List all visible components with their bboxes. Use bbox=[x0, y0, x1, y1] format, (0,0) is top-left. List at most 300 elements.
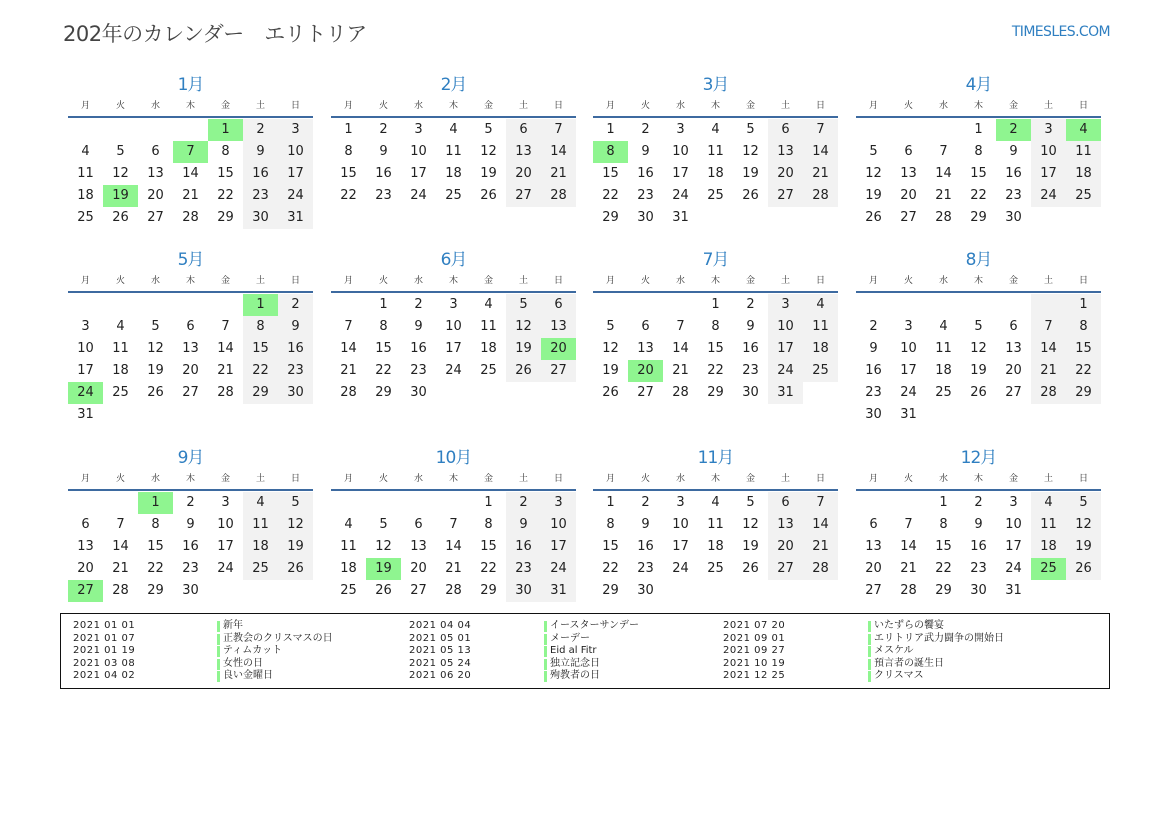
weekday-label: 木 bbox=[710, 101, 720, 111]
day-cell: 25 bbox=[707, 188, 724, 203]
holiday-date: 2021 05 13 bbox=[409, 645, 472, 657]
day-cell: 22 bbox=[1066, 360, 1101, 382]
weekday-label: 金 bbox=[1008, 276, 1018, 286]
day-cell: 24 bbox=[1005, 561, 1022, 576]
weekday-label: 火 bbox=[903, 101, 913, 111]
weekday-label: 火 bbox=[640, 474, 650, 484]
day-cell: 30 bbox=[865, 407, 882, 422]
empty-cell bbox=[138, 294, 173, 316]
empty-cell bbox=[891, 492, 926, 514]
empty-cell bbox=[68, 294, 103, 316]
day-cell: 2 bbox=[278, 294, 313, 316]
day-cell: 17 bbox=[672, 539, 689, 554]
weekday-label: 木 bbox=[448, 101, 458, 111]
day-cell: 30 bbox=[637, 583, 654, 598]
page-title: 202年のカレンダー エリトリア bbox=[63, 22, 367, 46]
day-cell: 31 bbox=[278, 207, 313, 229]
day-cell: 9 bbox=[869, 341, 878, 356]
day-cell: 25 bbox=[935, 385, 952, 400]
day-cell: 6 bbox=[414, 517, 423, 532]
day-cell: 24 bbox=[672, 188, 689, 203]
day-cell: 21 bbox=[900, 561, 917, 576]
weekday-label: 土 bbox=[780, 101, 790, 111]
day-cell: 27 bbox=[768, 185, 803, 207]
weekday-label: 月 bbox=[80, 276, 90, 286]
weekday-label: 日 bbox=[553, 276, 563, 286]
empty-cell bbox=[996, 294, 1031, 316]
day-cell: 11 bbox=[77, 166, 94, 181]
day-cell: 7 bbox=[1031, 316, 1066, 338]
holiday-date: 2021 04 02 bbox=[73, 670, 136, 682]
holiday-date: 2021 05 01 bbox=[409, 632, 472, 644]
weekday-label: 土 bbox=[518, 276, 528, 286]
day-cell: 4 bbox=[484, 297, 493, 312]
empty-cell bbox=[1066, 404, 1101, 426]
day-grid bbox=[68, 492, 313, 602]
holiday-name: いたずらの饗宴 bbox=[868, 620, 944, 633]
day-cell: 9 bbox=[974, 517, 983, 532]
day-cell: 7 bbox=[116, 517, 125, 532]
weekday-label: 木 bbox=[973, 474, 983, 484]
month-block bbox=[593, 447, 838, 602]
day-cell: 3 bbox=[768, 294, 803, 316]
site-link[interactable]: TIMESLES.COM bbox=[1011, 24, 1110, 40]
header-rule bbox=[593, 489, 838, 491]
holiday-day-cell: 19 bbox=[366, 558, 401, 580]
day-grid bbox=[331, 119, 576, 207]
weekday-label: 金 bbox=[483, 101, 493, 111]
month-title: 2月 bbox=[440, 75, 467, 95]
holiday-day-cell: 20 bbox=[628, 360, 663, 382]
day-cell: 2 bbox=[379, 122, 388, 137]
day-cell: 2 bbox=[186, 495, 195, 510]
day-cell: 12 bbox=[278, 514, 313, 536]
day-cell: 9 bbox=[278, 316, 313, 338]
empty-cell bbox=[996, 404, 1031, 426]
day-cell: 4 bbox=[344, 517, 353, 532]
weekday-label: 日 bbox=[290, 101, 300, 111]
day-cell: 11 bbox=[707, 517, 724, 532]
day-cell: 12 bbox=[112, 166, 129, 181]
day-cell: 13 bbox=[865, 539, 882, 554]
weekday-label: 水 bbox=[413, 276, 423, 286]
empty-cell bbox=[698, 207, 733, 229]
day-cell: 25 bbox=[445, 188, 462, 203]
day-grid bbox=[593, 492, 838, 602]
day-grid bbox=[856, 492, 1101, 602]
day-cell: 2 bbox=[641, 495, 650, 510]
empty-cell bbox=[173, 294, 208, 316]
day-cell: 18 bbox=[707, 539, 724, 554]
weekday-label: 水 bbox=[938, 276, 948, 286]
empty-cell bbox=[733, 207, 768, 229]
weekday-label: 金 bbox=[1008, 474, 1018, 484]
day-cell: 17 bbox=[217, 539, 234, 554]
weekday-label: 木 bbox=[448, 276, 458, 286]
day-cell: 20 bbox=[77, 561, 94, 576]
weekday-label: 火 bbox=[903, 474, 913, 484]
day-cell: 25 bbox=[1066, 185, 1101, 207]
weekday-header bbox=[331, 99, 576, 113]
weekday-header bbox=[331, 472, 576, 486]
empty-cell bbox=[331, 294, 366, 316]
day-cell: 27 bbox=[506, 185, 541, 207]
day-cell: 21 bbox=[803, 163, 838, 185]
day-cell: 5 bbox=[278, 492, 313, 514]
holiday-date: 2021 12 25 bbox=[723, 670, 786, 682]
day-cell: 5 bbox=[484, 122, 493, 137]
empty-cell bbox=[961, 294, 996, 316]
day-cell: 23 bbox=[506, 558, 541, 580]
weekday-label: 水 bbox=[413, 474, 423, 484]
day-grid bbox=[856, 119, 1101, 229]
day-cell: 19 bbox=[742, 166, 759, 181]
day-cell: 21 bbox=[541, 163, 576, 185]
day-cell: 17 bbox=[900, 363, 917, 378]
day-cell: 26 bbox=[742, 561, 759, 576]
day-cell: 22 bbox=[707, 363, 724, 378]
day-cell: 10 bbox=[217, 517, 234, 532]
weekday-label: 水 bbox=[150, 276, 160, 286]
header-rule bbox=[331, 291, 576, 293]
weekday-label: 木 bbox=[973, 276, 983, 286]
day-cell: 15 bbox=[480, 539, 497, 554]
empty-cell bbox=[891, 119, 926, 141]
month-title: 12月 bbox=[960, 448, 997, 468]
weekday-label: 日 bbox=[815, 474, 825, 484]
day-cell: 28 bbox=[803, 185, 838, 207]
day-grid bbox=[68, 294, 313, 426]
holiday-name: 女性の日 bbox=[217, 658, 263, 671]
day-cell: 15 bbox=[935, 539, 952, 554]
empty-cell bbox=[243, 580, 278, 602]
weekday-label: 水 bbox=[150, 474, 160, 484]
day-cell: 24 bbox=[768, 360, 803, 382]
empty-cell bbox=[663, 294, 698, 316]
day-cell: 23 bbox=[1005, 188, 1022, 203]
day-cell: 28 bbox=[900, 583, 917, 598]
weekday-label: 月 bbox=[80, 474, 90, 484]
weekday-header bbox=[593, 274, 838, 288]
day-cell: 3 bbox=[1031, 119, 1066, 141]
day-cell: 23 bbox=[182, 561, 199, 576]
empty-cell bbox=[926, 119, 961, 141]
day-cell: 3 bbox=[1009, 495, 1018, 510]
holiday-name: エリトリア武力闘争の開始日 bbox=[868, 633, 1004, 646]
empty-cell bbox=[1031, 294, 1066, 316]
day-cell: 27 bbox=[637, 385, 654, 400]
empty-cell bbox=[768, 580, 803, 602]
day-cell: 18 bbox=[707, 166, 724, 181]
day-cell: 26 bbox=[375, 583, 392, 598]
day-cell: 10 bbox=[900, 341, 917, 356]
day-cell: 10 bbox=[278, 141, 313, 163]
empty-cell bbox=[366, 492, 401, 514]
day-cell: 9 bbox=[746, 319, 755, 334]
day-cell: 20 bbox=[768, 163, 803, 185]
empty-cell bbox=[541, 382, 576, 404]
day-cell: 25 bbox=[243, 558, 278, 580]
day-cell: 18 bbox=[1066, 163, 1101, 185]
day-cell: 29 bbox=[480, 583, 497, 598]
holiday-day-cell: 20 bbox=[541, 338, 576, 360]
day-cell: 13 bbox=[637, 341, 654, 356]
day-cell: 10 bbox=[1031, 141, 1066, 163]
day-cell: 17 bbox=[768, 338, 803, 360]
day-cell: 14 bbox=[672, 341, 689, 356]
weekday-label: 日 bbox=[1078, 474, 1088, 484]
day-cell: 4 bbox=[939, 319, 948, 334]
day-cell: 12 bbox=[480, 144, 497, 159]
month-title: 11月 bbox=[697, 448, 734, 468]
day-cell: 20 bbox=[900, 188, 917, 203]
weekday-label: 金 bbox=[483, 474, 493, 484]
day-cell: 22 bbox=[935, 561, 952, 576]
day-cell: 14 bbox=[112, 539, 129, 554]
day-cell: 26 bbox=[480, 188, 497, 203]
day-cell: 20 bbox=[182, 363, 199, 378]
day-cell: 5 bbox=[379, 517, 388, 532]
day-cell: 1 bbox=[939, 495, 948, 510]
holiday-day-cell: 19 bbox=[103, 185, 138, 207]
day-cell: 3 bbox=[81, 319, 90, 334]
day-cell: 29 bbox=[707, 385, 724, 400]
holiday-name: 預言者の誕生日 bbox=[868, 658, 944, 671]
day-cell: 27 bbox=[410, 583, 427, 598]
day-cell: 16 bbox=[243, 163, 278, 185]
weekday-label: 火 bbox=[378, 276, 388, 286]
day-cell: 14 bbox=[1031, 338, 1066, 360]
empty-cell bbox=[243, 404, 278, 426]
day-cell: 2 bbox=[746, 297, 755, 312]
weekday-label: 日 bbox=[553, 474, 563, 484]
day-cell: 26 bbox=[742, 188, 759, 203]
day-cell: 10 bbox=[768, 316, 803, 338]
day-grid bbox=[331, 294, 576, 404]
holiday-day-cell: 1 bbox=[243, 294, 278, 316]
day-cell: 13 bbox=[77, 539, 94, 554]
holiday-name: クリスマス bbox=[868, 670, 924, 683]
weekday-header bbox=[856, 99, 1101, 113]
empty-cell bbox=[173, 119, 208, 141]
day-cell: 25 bbox=[112, 385, 129, 400]
weekday-label: 水 bbox=[150, 101, 160, 111]
empty-cell bbox=[278, 404, 313, 426]
day-cell: 22 bbox=[480, 561, 497, 576]
day-cell: 4 bbox=[711, 122, 720, 137]
month-block bbox=[68, 249, 313, 426]
weekday-label: 月 bbox=[343, 101, 353, 111]
day-cell: 31 bbox=[900, 407, 917, 422]
day-cell: 26 bbox=[970, 385, 987, 400]
day-cell: 30 bbox=[278, 382, 313, 404]
weekday-label: 火 bbox=[115, 276, 125, 286]
day-cell: 4 bbox=[1031, 492, 1066, 514]
day-cell: 28 bbox=[445, 583, 462, 598]
day-cell: 3 bbox=[541, 492, 576, 514]
day-cell: 5 bbox=[151, 319, 160, 334]
day-cell: 17 bbox=[1005, 539, 1022, 554]
day-cell: 5 bbox=[869, 144, 878, 159]
day-cell: 31 bbox=[672, 210, 689, 225]
day-cell: 9 bbox=[414, 319, 423, 334]
day-cell: 28 bbox=[182, 210, 199, 225]
empty-cell bbox=[1031, 580, 1066, 602]
header-rule bbox=[68, 489, 313, 491]
day-cell: 16 bbox=[637, 166, 654, 181]
weekday-label: 木 bbox=[710, 474, 720, 484]
holiday-date: 2021 07 20 bbox=[723, 620, 786, 631]
day-cell: 10 bbox=[410, 144, 427, 159]
day-cell: 26 bbox=[865, 210, 882, 225]
day-cell: 24 bbox=[1031, 185, 1066, 207]
day-cell: 20 bbox=[506, 163, 541, 185]
weekday-header bbox=[331, 274, 576, 288]
day-cell: 26 bbox=[147, 385, 164, 400]
day-cell: 16 bbox=[278, 338, 313, 360]
day-cell: 23 bbox=[278, 360, 313, 382]
day-cell: 29 bbox=[1066, 382, 1101, 404]
day-cell: 7 bbox=[904, 517, 913, 532]
day-cell: 8 bbox=[939, 517, 948, 532]
weekday-label: 月 bbox=[605, 276, 615, 286]
day-cell: 6 bbox=[641, 319, 650, 334]
weekday-header bbox=[68, 99, 313, 113]
day-cell: 23 bbox=[410, 363, 427, 378]
day-cell: 28 bbox=[340, 385, 357, 400]
header-rule bbox=[593, 116, 838, 118]
day-cell: 7 bbox=[803, 119, 838, 141]
holiday-day-cell: 8 bbox=[593, 141, 628, 163]
empty-cell bbox=[803, 207, 838, 229]
day-cell: 1 bbox=[379, 297, 388, 312]
month-block bbox=[331, 74, 576, 207]
weekday-label: 土 bbox=[1043, 474, 1053, 484]
header-rule bbox=[68, 116, 313, 118]
empty-cell bbox=[1066, 207, 1101, 229]
holiday-date: 2021 09 27 bbox=[723, 645, 786, 657]
day-cell: 26 bbox=[602, 385, 619, 400]
day-cell: 8 bbox=[1066, 316, 1101, 338]
day-cell: 2 bbox=[243, 119, 278, 141]
day-cell: 30 bbox=[410, 385, 427, 400]
day-cell: 14 bbox=[541, 141, 576, 163]
day-cell: 8 bbox=[243, 316, 278, 338]
holiday-day-cell: 7 bbox=[173, 141, 208, 163]
day-cell: 4 bbox=[116, 319, 125, 334]
day-cell: 19 bbox=[742, 539, 759, 554]
empty-cell bbox=[436, 382, 471, 404]
weekday-header bbox=[593, 99, 838, 113]
weekday-label: 木 bbox=[185, 474, 195, 484]
weekday-label: 月 bbox=[343, 474, 353, 484]
weekday-label: 木 bbox=[973, 101, 983, 111]
holiday-name: 新年 bbox=[217, 620, 243, 633]
day-cell: 2 bbox=[869, 319, 878, 334]
day-cell: 11 bbox=[243, 514, 278, 536]
weekday-label: 月 bbox=[605, 474, 615, 484]
month-block bbox=[68, 74, 313, 229]
day-cell: 11 bbox=[340, 539, 357, 554]
empty-cell bbox=[138, 119, 173, 141]
day-cell: 27 bbox=[182, 385, 199, 400]
empty-cell bbox=[1066, 580, 1101, 602]
empty-cell bbox=[856, 294, 891, 316]
day-cell: 29 bbox=[935, 583, 952, 598]
day-cell: 9 bbox=[506, 514, 541, 536]
day-cell: 15 bbox=[707, 341, 724, 356]
day-cell: 18 bbox=[77, 188, 94, 203]
holiday-date: 2021 01 01 bbox=[73, 620, 136, 631]
month-block bbox=[593, 249, 838, 404]
day-cell: 19 bbox=[865, 188, 882, 203]
day-cell: 15 bbox=[1066, 338, 1101, 360]
day-cell: 16 bbox=[1005, 166, 1022, 181]
holiday-date: 2021 01 19 bbox=[73, 645, 136, 657]
weekday-label: 火 bbox=[378, 474, 388, 484]
holiday-name: メーデー bbox=[544, 633, 590, 646]
day-cell: 25 bbox=[340, 583, 357, 598]
day-cell: 12 bbox=[970, 341, 987, 356]
day-grid bbox=[68, 119, 313, 229]
holiday-date: 2021 10 19 bbox=[723, 657, 786, 669]
day-grid bbox=[593, 294, 838, 404]
day-cell: 14 bbox=[803, 141, 838, 163]
day-cell: 8 bbox=[221, 144, 230, 159]
day-cell: 6 bbox=[506, 119, 541, 141]
weekday-label: 土 bbox=[1043, 101, 1053, 111]
day-cell: 10 bbox=[672, 517, 689, 532]
day-cell: 3 bbox=[449, 297, 458, 312]
day-cell: 2 bbox=[414, 297, 423, 312]
day-cell: 19 bbox=[602, 363, 619, 378]
empty-cell bbox=[803, 580, 838, 602]
weekday-label: 水 bbox=[938, 474, 948, 484]
day-cell: 13 bbox=[900, 166, 917, 181]
day-cell: 13 bbox=[541, 316, 576, 338]
holiday-date: 2021 05 24 bbox=[409, 657, 472, 669]
day-cell: 3 bbox=[904, 319, 913, 334]
holiday-day-cell: 2 bbox=[996, 119, 1031, 141]
day-cell: 9 bbox=[379, 144, 388, 159]
day-cell: 29 bbox=[147, 583, 164, 598]
holiday-name: イースターサンデー bbox=[544, 620, 639, 633]
day-cell: 18 bbox=[243, 536, 278, 558]
day-cell: 24 bbox=[217, 561, 234, 576]
day-cell: 31 bbox=[77, 407, 94, 422]
day-cell: 14 bbox=[803, 514, 838, 536]
day-cell: 14 bbox=[445, 539, 462, 554]
day-cell: 4 bbox=[81, 144, 90, 159]
day-cell: 8 bbox=[151, 517, 160, 532]
day-cell: 24 bbox=[900, 385, 917, 400]
day-cell: 16 bbox=[970, 539, 987, 554]
day-cell: 27 bbox=[541, 360, 576, 382]
day-cell: 14 bbox=[182, 166, 199, 181]
day-cell: 24 bbox=[445, 363, 462, 378]
day-cell: 15 bbox=[602, 166, 619, 181]
day-cell: 18 bbox=[803, 338, 838, 360]
weekday-label: 金 bbox=[220, 101, 230, 111]
day-cell: 15 bbox=[217, 166, 234, 181]
day-cell: 15 bbox=[147, 539, 164, 554]
month-title: 10月 bbox=[435, 448, 472, 468]
month-block bbox=[856, 447, 1101, 602]
month-block bbox=[593, 74, 838, 229]
header-rule bbox=[856, 291, 1101, 293]
day-cell: 23 bbox=[742, 363, 759, 378]
day-cell: 7 bbox=[541, 119, 576, 141]
